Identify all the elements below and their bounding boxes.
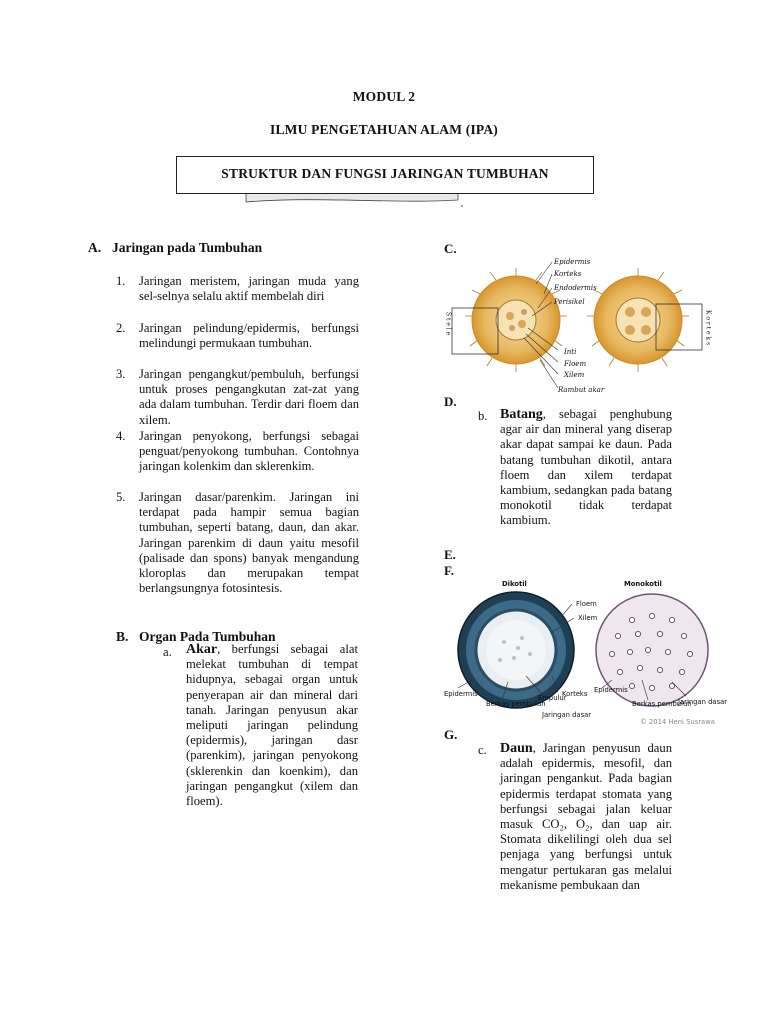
label-c: C. bbox=[444, 241, 457, 256]
subject-title: ILMU PENGETAHUAN ALAM (IPA) bbox=[269, 122, 499, 137]
label-korteks: Korteks bbox=[562, 690, 588, 698]
label-berkas-pembuluh: Berkas pembuluh bbox=[486, 700, 546, 708]
dicot-title: Dikotil bbox=[502, 580, 527, 588]
daun-text: , Jaringan penyusun daun adalah epidermis, mesofil, dan jaringan pengankut. Pada bagian epidermis terdapat stomata yang berfungsi sebagai jalan keluar masuk CO₂, O₂, dan uap air. Stomata dikelilingi oleh dua sel penjaga yang berfungsi untuk mengatur pertukaran gas melalui mekanisme pembukaan dan bbox=[500, 741, 672, 892]
root-cross-section-figure bbox=[440, 254, 720, 398]
label-d: D. bbox=[444, 394, 457, 409]
stem-cross-section-figure bbox=[442, 576, 728, 726]
root-right-icon bbox=[587, 268, 689, 372]
list-item: Jaringan pengangkut/pembuluh, berfungsi untuk proses pengangkutan zat-zat yang ada dalam tumbuhan. Terdir dari floem dan xilem. bbox=[139, 367, 359, 427]
monocot-title: Monokotil bbox=[624, 580, 662, 588]
label-epidermis: Epidermis bbox=[554, 258, 591, 266]
label-rambut-akar: Rambut akar bbox=[558, 386, 605, 394]
list-number: 4. bbox=[116, 429, 126, 443]
label-f: F. bbox=[444, 563, 454, 578]
section-a-title: Jaringan pada Tumbuhan bbox=[112, 240, 263, 255]
label-korteks-side: K o r t e k s bbox=[704, 310, 712, 346]
label-korteks: Korteks bbox=[554, 270, 582, 278]
sub-marker: a. bbox=[163, 645, 172, 659]
akar-text: , berfungsi sebagai alat melekat tumbuhan di tempat hidupnya, sebagai organ untuk penyerapan air dan mineral dari tanah. Jaringan penyusun akar meliputi jaringan pelindung (epidermis), jaringan dasr (parenkim), jaringan penyokong (sklerenkin dan koenkim), dan jaringan pengangkut (xilem dan floem). bbox=[186, 642, 358, 809]
daun-term: Daun bbox=[500, 741, 533, 756]
list-item: Jaringan dasar/parenkim. Jaringan ini terdapat pada hampir semua bagian tumbuhan, seperti batang, daun, dan akar. Jaringan parenkim di daun yaitu mesofil (palisade dan spons) banyak mengandung kloroplas dan merupakan tempat berlangsungnya fotosintesis. bbox=[139, 490, 359, 596]
label-epidermis-mono: Epidermis bbox=[594, 686, 628, 694]
list-number: 5. bbox=[116, 490, 126, 504]
label-xilem: Xilem bbox=[564, 371, 585, 379]
list-number: 1. bbox=[116, 274, 126, 288]
module-title: MODUL 2 bbox=[352, 89, 416, 104]
list-item: Jaringan meristem, jaringan muda yang sel-selnya selalu aktif membelah diri bbox=[139, 274, 359, 304]
section-b-marker: B. bbox=[116, 629, 129, 644]
label-xilem: Xilem bbox=[578, 614, 598, 622]
batang-paragraph bbox=[500, 407, 672, 529]
label-perisikel: Perisikel bbox=[554, 298, 585, 306]
label-g: G. bbox=[444, 727, 458, 742]
akar-paragraph bbox=[186, 642, 358, 809]
label-jaringan-dasar-mono: Jaringan dasar bbox=[678, 698, 728, 706]
batang-text: , sebagai penghubung agar air dan mineral yang diserap akar dapat sampai ke daun. Pada batang tumbuhan dikotil, antara floem dan xilem terdapat kambium, sedangkan pada batang monokotil tidak terdapat kambium. bbox=[500, 407, 672, 528]
label-endodermis: Endodermis bbox=[554, 284, 597, 292]
label-inti: Inti bbox=[564, 348, 577, 356]
list-item: Jaringan pelindung/epidermis, berfungsi melindungi permukaan tumbuhan. bbox=[139, 321, 359, 351]
label-floem: Floem bbox=[564, 360, 587, 368]
sub-marker: b. bbox=[478, 409, 488, 423]
list-item: Jaringan penyokong, berfungsi sebagai penguat/penyokong tumbuhan. Contohnya jaringan kolenkim dan sklerenkim. bbox=[139, 429, 359, 474]
banner-title: STRUKTUR DAN FUNGSI JARINGAN TUMBUHAN bbox=[221, 166, 549, 181]
daun-paragraph bbox=[500, 741, 672, 893]
list-number: 3. bbox=[116, 367, 126, 381]
label-epidermis: Epidermis bbox=[444, 690, 478, 698]
section-a-marker: A. bbox=[88, 240, 102, 255]
section-b-title: Organ Pada Tumbuhan bbox=[139, 629, 276, 644]
label-empulur: Empulur bbox=[538, 694, 567, 702]
label-stele: S t e l e bbox=[444, 312, 452, 336]
list-number: 2. bbox=[116, 321, 126, 335]
figure-credit: © 2014 Heni Susrawa bbox=[640, 718, 715, 726]
label-jaringan-dasar: Jaringan dasar bbox=[542, 711, 592, 719]
label-berkas-pembuluh-mono: Berkas pembuluh bbox=[632, 700, 692, 708]
sub-marker: c. bbox=[478, 743, 487, 757]
batang-term: Batang bbox=[500, 407, 543, 422]
label-floem: Floem bbox=[576, 600, 597, 608]
akar-term: Akar bbox=[186, 642, 218, 657]
label-e: E. bbox=[444, 547, 456, 562]
banner-shape bbox=[176, 156, 596, 212]
